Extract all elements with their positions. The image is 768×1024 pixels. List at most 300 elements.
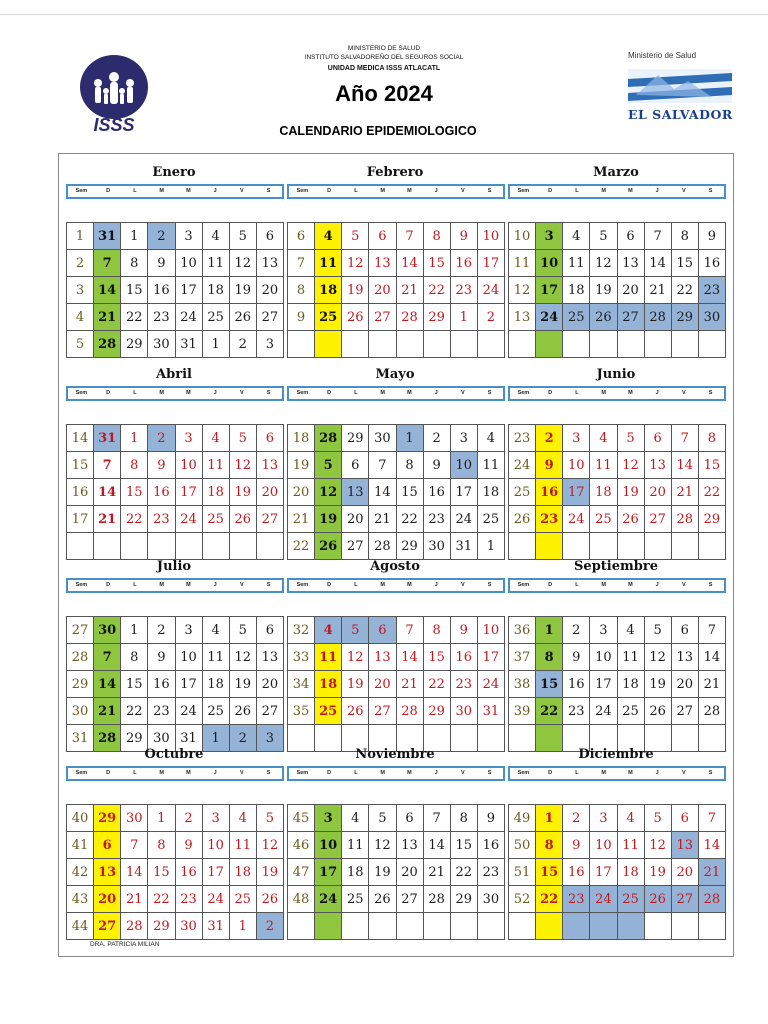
day-cell: 17 <box>590 671 617 698</box>
day-cell <box>671 331 698 358</box>
week-number-cell: 30 <box>67 698 94 725</box>
day-cell: 10 <box>175 644 202 671</box>
weekday-label: L <box>133 770 137 776</box>
day-cell: 22 <box>121 506 148 533</box>
day-cell: 1 <box>536 617 563 644</box>
weekday-label: J <box>434 188 438 194</box>
week-row <box>288 479 505 506</box>
day-cell: 13 <box>94 859 121 886</box>
month-title: Mayo <box>375 367 415 382</box>
day-cell: 23 <box>175 886 202 913</box>
day-cell: 28 <box>121 913 148 940</box>
weekday-label: S <box>487 770 492 776</box>
weekday-label: Sem <box>75 770 88 776</box>
day-cell: 15 <box>121 671 148 698</box>
weekday-label: Sem <box>296 582 309 588</box>
week-row <box>509 223 726 250</box>
day-cell: 12 <box>315 479 342 506</box>
week-row <box>288 425 505 452</box>
weekday-header <box>287 578 505 593</box>
week-row <box>509 832 726 859</box>
month-grid <box>508 616 726 752</box>
weekday-label: S <box>487 390 492 396</box>
day-cell <box>698 331 725 358</box>
day-cell: 28 <box>94 725 121 752</box>
week-row <box>288 698 505 725</box>
day-cell: 21 <box>94 304 121 331</box>
weekday-label: V <box>461 770 465 776</box>
day-cell: 11 <box>477 452 504 479</box>
day-cell: 4 <box>202 425 229 452</box>
month-grid <box>287 424 505 560</box>
day-cell <box>477 331 504 358</box>
day-cell: 16 <box>148 277 175 304</box>
day-cell: 13 <box>396 832 423 859</box>
day-cell: 13 <box>671 644 698 671</box>
week-number-cell: 21 <box>288 506 315 533</box>
day-cell: 17 <box>175 671 202 698</box>
day-cell: 31 <box>94 223 121 250</box>
week-row <box>509 671 726 698</box>
day-cell: 9 <box>563 832 590 859</box>
day-cell: 10 <box>450 452 477 479</box>
weekday-label: S <box>708 188 713 194</box>
day-cell: 23 <box>698 277 725 304</box>
weekday-label: L <box>575 582 579 588</box>
day-cell: 22 <box>450 859 477 886</box>
week-number-cell: 13 <box>509 304 536 331</box>
week-number-cell: 1 <box>67 223 94 250</box>
day-cell: 3 <box>536 223 563 250</box>
day-cell: 15 <box>396 479 423 506</box>
day-cell: 6 <box>342 452 369 479</box>
weekday-label: M <box>407 770 412 776</box>
day-cell: 11 <box>202 452 229 479</box>
week-row <box>509 506 726 533</box>
weekday-label: V <box>240 188 244 194</box>
day-cell: 30 <box>450 698 477 725</box>
day-cell <box>536 331 563 358</box>
day-cell: 15 <box>450 832 477 859</box>
week-row <box>509 331 726 358</box>
day-cell: 25 <box>477 506 504 533</box>
day-cell: 26 <box>342 698 369 725</box>
day-cell: 18 <box>315 671 342 698</box>
week-number-cell: 46 <box>288 832 315 859</box>
day-cell: 25 <box>617 698 644 725</box>
week-number-cell: 16 <box>67 479 94 506</box>
weekday-label: V <box>682 188 686 194</box>
week-number-cell: 9 <box>288 304 315 331</box>
week-row <box>288 250 505 277</box>
weekday-label: D <box>548 390 553 396</box>
day-cell: 21 <box>644 277 671 304</box>
weekday-label: L <box>133 188 137 194</box>
week-row <box>509 533 726 560</box>
day-cell: 27 <box>644 506 671 533</box>
day-cell: 6 <box>369 223 396 250</box>
day-cell: 10 <box>590 644 617 671</box>
weekday-label: M <box>380 582 385 588</box>
weekday-label: S <box>708 390 713 396</box>
day-cell: 2 <box>148 425 175 452</box>
month-title: Abril <box>156 367 192 382</box>
day-cell: 27 <box>369 698 396 725</box>
day-cell: 10 <box>175 452 202 479</box>
day-cell: 22 <box>698 479 725 506</box>
day-cell: 25 <box>617 886 644 913</box>
day-cell: 31 <box>175 331 202 358</box>
weekday-label: S <box>266 188 271 194</box>
day-cell: 1 <box>148 805 175 832</box>
week-number-cell: 37 <box>509 644 536 671</box>
day-cell: 23 <box>536 506 563 533</box>
day-cell: 17 <box>450 479 477 506</box>
day-cell: 5 <box>369 805 396 832</box>
day-cell: 21 <box>698 671 725 698</box>
weekday-header <box>66 386 284 401</box>
day-cell: 25 <box>563 304 590 331</box>
day-cell: 31 <box>450 533 477 560</box>
day-cell: 2 <box>536 425 563 452</box>
week-row <box>288 533 505 560</box>
day-cell: 9 <box>148 452 175 479</box>
week-row <box>288 277 505 304</box>
day-cell: 11 <box>617 832 644 859</box>
week-number-cell: 8 <box>288 277 315 304</box>
day-cell: 10 <box>477 223 504 250</box>
month-grid <box>508 424 726 560</box>
day-cell: 6 <box>396 805 423 832</box>
day-cell: 3 <box>256 725 283 752</box>
day-cell: 9 <box>450 617 477 644</box>
day-cell: 26 <box>644 698 671 725</box>
day-cell: 28 <box>423 886 450 913</box>
weekday-label: M <box>380 770 385 776</box>
weekday-label: V <box>240 390 244 396</box>
day-cell: 11 <box>202 644 229 671</box>
week-row <box>67 533 284 560</box>
weekday-label: V <box>240 582 244 588</box>
day-cell: 18 <box>590 479 617 506</box>
day-cell: 20 <box>256 671 283 698</box>
weekday-label: M <box>407 390 412 396</box>
day-cell: 28 <box>94 331 121 358</box>
day-cell: 28 <box>369 533 396 560</box>
day-cell: 23 <box>450 671 477 698</box>
week-row <box>288 304 505 331</box>
day-cell: 7 <box>396 223 423 250</box>
day-cell: 7 <box>94 250 121 277</box>
day-cell: 14 <box>94 671 121 698</box>
week-row <box>67 671 284 698</box>
day-cell: 30 <box>175 913 202 940</box>
week-number-cell: 11 <box>509 250 536 277</box>
day-cell: 27 <box>396 886 423 913</box>
weekday-header <box>508 766 726 781</box>
month-grid <box>66 804 284 940</box>
weekday-label: D <box>327 770 332 776</box>
day-cell: 28 <box>698 698 725 725</box>
day-cell: 8 <box>536 832 563 859</box>
day-cell: 13 <box>369 250 396 277</box>
day-cell: 6 <box>369 617 396 644</box>
ministerio-label: Ministerio de Salud <box>628 51 697 60</box>
week-row <box>67 886 284 913</box>
day-cell: 29 <box>121 725 148 752</box>
week-row <box>288 617 505 644</box>
day-cell: 17 <box>477 644 504 671</box>
day-cell: 1 <box>396 425 423 452</box>
isss-logo-icon <box>78 53 150 135</box>
weekday-label: L <box>354 770 358 776</box>
day-cell: 7 <box>698 805 725 832</box>
day-cell: 3 <box>202 805 229 832</box>
week-number-cell: 31 <box>67 725 94 752</box>
week-number-cell: 26 <box>509 506 536 533</box>
day-cell: 12 <box>229 644 256 671</box>
day-cell: 10 <box>590 832 617 859</box>
weekday-label: L <box>133 390 137 396</box>
weekday-label: V <box>682 390 686 396</box>
day-cell: 18 <box>617 671 644 698</box>
weekday-label: V <box>240 770 244 776</box>
week-number-cell: 18 <box>288 425 315 452</box>
day-cell: 16 <box>175 859 202 886</box>
week-row <box>288 671 505 698</box>
day-cell: 12 <box>617 452 644 479</box>
day-cell: 3 <box>590 805 617 832</box>
day-cell: 15 <box>423 250 450 277</box>
week-number-cell: 20 <box>288 479 315 506</box>
weekday-label: Sem <box>517 582 530 588</box>
day-cell: 24 <box>590 886 617 913</box>
day-cell: 5 <box>256 805 283 832</box>
day-cell: 18 <box>342 859 369 886</box>
day-cell: 29 <box>148 913 175 940</box>
day-cell: 20 <box>617 277 644 304</box>
day-cell <box>477 913 504 940</box>
day-cell: 9 <box>423 452 450 479</box>
week-row <box>509 250 726 277</box>
day-cell: 7 <box>671 425 698 452</box>
weekday-label: M <box>601 390 606 396</box>
weekday-label: M <box>159 188 164 194</box>
week-number-cell <box>67 533 94 560</box>
day-cell <box>202 533 229 560</box>
week-row <box>67 425 284 452</box>
week-row <box>509 277 726 304</box>
weekday-label: D <box>548 770 553 776</box>
day-cell: 22 <box>121 304 148 331</box>
day-cell: 24 <box>450 506 477 533</box>
weekday-label: L <box>575 188 579 194</box>
day-cell: 29 <box>396 533 423 560</box>
day-cell: 27 <box>256 304 283 331</box>
day-cell: 14 <box>94 277 121 304</box>
week-number-cell: 42 <box>67 859 94 886</box>
day-cell: 16 <box>477 832 504 859</box>
month-grid <box>66 424 284 560</box>
day-cell: 19 <box>229 671 256 698</box>
day-cell: 19 <box>229 277 256 304</box>
weekday-label: M <box>407 188 412 194</box>
day-cell: 9 <box>450 223 477 250</box>
day-cell: 18 <box>229 859 256 886</box>
day-cell: 7 <box>94 644 121 671</box>
day-cell: 9 <box>698 223 725 250</box>
day-cell: 4 <box>342 805 369 832</box>
weekday-label: Sem <box>75 582 88 588</box>
day-cell: 31 <box>175 725 202 752</box>
day-cell: 8 <box>121 644 148 671</box>
week-row <box>67 832 284 859</box>
isss-logo-text: ISSS <box>93 115 135 135</box>
week-row <box>288 913 505 940</box>
day-cell: 30 <box>423 533 450 560</box>
month-title: Noviembre <box>355 747 435 762</box>
day-cell: 14 <box>698 644 725 671</box>
day-cell: 11 <box>315 250 342 277</box>
week-row <box>67 698 284 725</box>
weekday-label: S <box>266 582 271 588</box>
weekday-label: J <box>434 582 438 588</box>
day-cell: 30 <box>94 617 121 644</box>
week-row <box>67 331 284 358</box>
day-cell <box>698 533 725 560</box>
day-cell: 24 <box>477 277 504 304</box>
day-cell: 12 <box>229 250 256 277</box>
week-row <box>288 805 505 832</box>
day-cell: 10 <box>477 617 504 644</box>
day-cell: 15 <box>671 250 698 277</box>
day-cell <box>644 913 671 940</box>
day-cell: 10 <box>175 250 202 277</box>
week-number-cell <box>509 913 536 940</box>
week-row <box>288 859 505 886</box>
day-cell <box>617 913 644 940</box>
day-cell <box>315 331 342 358</box>
day-cell <box>396 913 423 940</box>
day-cell: 26 <box>229 304 256 331</box>
weekday-label: D <box>106 582 111 588</box>
week-row <box>288 886 505 913</box>
weekday-header <box>66 184 284 199</box>
day-cell: 12 <box>590 250 617 277</box>
day-cell: 31 <box>477 698 504 725</box>
day-cell: 20 <box>671 859 698 886</box>
day-cell: 24 <box>175 304 202 331</box>
day-cell: 27 <box>94 913 121 940</box>
day-cell: 21 <box>423 859 450 886</box>
week-row <box>509 479 726 506</box>
day-cell: 17 <box>536 277 563 304</box>
weekday-label: V <box>461 582 465 588</box>
day-cell: 19 <box>342 277 369 304</box>
day-cell: 9 <box>175 832 202 859</box>
day-cell: 20 <box>369 671 396 698</box>
week-number-cell: 41 <box>67 832 94 859</box>
day-cell: 11 <box>590 452 617 479</box>
weekday-header <box>287 386 505 401</box>
day-cell <box>315 913 342 940</box>
week-row <box>509 644 726 671</box>
day-cell: 21 <box>396 277 423 304</box>
day-cell: 20 <box>396 859 423 886</box>
week-number-cell: 6 <box>288 223 315 250</box>
day-cell: 16 <box>450 644 477 671</box>
weekday-label: M <box>628 188 633 194</box>
week-number-cell: 51 <box>509 859 536 886</box>
day-cell: 8 <box>671 223 698 250</box>
day-cell: 9 <box>148 644 175 671</box>
month-grid <box>287 804 505 940</box>
weekday-label: S <box>487 188 492 194</box>
day-cell: 8 <box>121 452 148 479</box>
day-cell: 5 <box>229 425 256 452</box>
weekday-label: M <box>159 582 164 588</box>
week-number-cell: 34 <box>288 671 315 698</box>
day-cell: 8 <box>536 644 563 671</box>
day-cell: 12 <box>229 452 256 479</box>
weekday-label: L <box>575 770 579 776</box>
week-number-cell: 33 <box>288 644 315 671</box>
day-cell: 12 <box>342 644 369 671</box>
weekday-header <box>508 184 726 199</box>
day-cell <box>94 533 121 560</box>
day-cell: 6 <box>256 425 283 452</box>
weekday-label: L <box>354 390 358 396</box>
weekday-label: S <box>266 770 271 776</box>
day-cell: 27 <box>369 304 396 331</box>
flag-map-icon <box>628 65 732 107</box>
weekday-label: Sem <box>517 390 530 396</box>
day-cell: 26 <box>315 533 342 560</box>
week-row <box>67 644 284 671</box>
weekday-label: M <box>159 770 164 776</box>
weekday-label: J <box>655 188 659 194</box>
weekday-label: J <box>213 770 217 776</box>
day-cell: 3 <box>175 425 202 452</box>
day-cell: 18 <box>477 479 504 506</box>
week-row <box>67 250 284 277</box>
month-title: Diciembre <box>578 747 654 762</box>
day-cell: 24 <box>563 506 590 533</box>
day-cell: 10 <box>315 832 342 859</box>
day-cell: 25 <box>342 886 369 913</box>
day-cell: 5 <box>590 223 617 250</box>
day-cell: 3 <box>175 223 202 250</box>
weekday-label: M <box>159 390 164 396</box>
day-cell: 1 <box>202 725 229 752</box>
weekday-label: J <box>655 390 659 396</box>
weekday-label: J <box>655 770 659 776</box>
day-cell: 5 <box>315 452 342 479</box>
day-cell: 19 <box>315 506 342 533</box>
day-cell: 29 <box>94 805 121 832</box>
day-cell: 28 <box>315 425 342 452</box>
day-cell: 3 <box>256 331 283 358</box>
day-cell: 26 <box>229 506 256 533</box>
day-cell: 30 <box>477 886 504 913</box>
week-row <box>67 617 284 644</box>
day-cell: 13 <box>369 644 396 671</box>
day-cell: 1 <box>121 617 148 644</box>
week-number-cell: 3 <box>67 277 94 304</box>
week-number-cell: 36 <box>509 617 536 644</box>
week-number-cell: 39 <box>509 698 536 725</box>
day-cell: 4 <box>590 425 617 452</box>
